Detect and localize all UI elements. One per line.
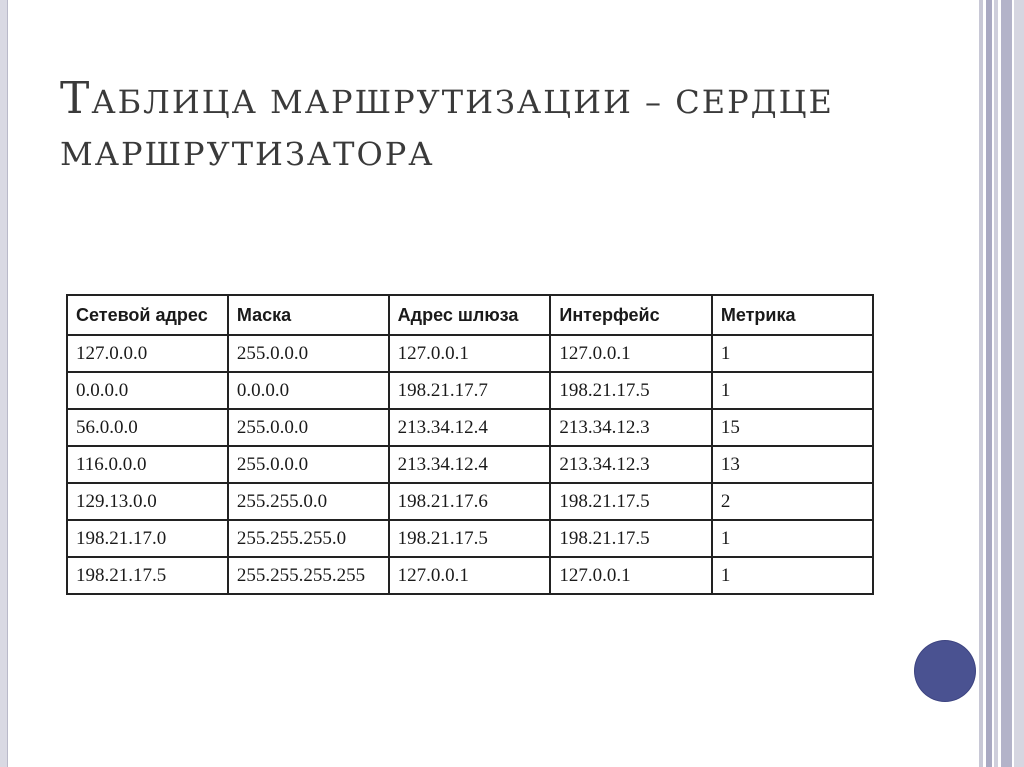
cell-gateway: 213.34.12.4: [389, 446, 551, 483]
cell-gateway: 127.0.0.1: [389, 335, 551, 372]
slide-title: [60, 73, 940, 180]
table-row: [67, 520, 873, 557]
table-row: [67, 409, 873, 446]
cell-metric: 1: [712, 520, 873, 557]
right-stripe-decoration: [1014, 0, 1024, 767]
cell-gateway: 198.21.17.6: [389, 483, 551, 520]
cell-interface: 213.34.12.3: [550, 409, 711, 446]
decorative-circle: [915, 641, 975, 701]
cell-mask: 255.0.0.0: [228, 335, 389, 372]
cell-mask: 255.255.255.255: [228, 557, 389, 594]
cell-mask: 255.255.0.0: [228, 483, 389, 520]
cell-metric: 15: [712, 409, 873, 446]
cell-gateway: 213.34.12.4: [389, 409, 551, 446]
cell-interface: 127.0.0.1: [550, 557, 711, 594]
cell-mask: 0.0.0.0: [228, 372, 389, 409]
column-header-network-address: Сетевой адрес: [67, 295, 228, 335]
column-header-mask: Маска: [228, 295, 389, 335]
cell-metric: 1: [712, 335, 873, 372]
cell-metric: 2: [712, 483, 873, 520]
cell-mask: 255.255.255.0: [228, 520, 389, 557]
cell-interface: 198.21.17.5: [550, 520, 711, 557]
cell-interface: 127.0.0.1: [550, 335, 711, 372]
cell-network-address: 198.21.17.0: [67, 520, 228, 557]
cell-gateway: 198.21.17.7: [389, 372, 551, 409]
right-stripe-decoration: [994, 0, 998, 767]
table-row: [67, 335, 873, 372]
slide-title-first-letter: Т: [60, 73, 92, 125]
cell-network-address: 116.0.0.0: [67, 446, 228, 483]
routing-table: [66, 294, 874, 595]
right-stripe-decoration: [1001, 0, 1012, 767]
cell-metric: 13: [712, 446, 873, 483]
right-stripe-decoration: [986, 0, 992, 767]
cell-interface: 198.21.17.5: [550, 372, 711, 409]
cell-interface: 213.34.12.3: [550, 446, 711, 483]
column-header-metric: Метрика: [712, 295, 873, 335]
cell-metric: 1: [712, 557, 873, 594]
table-row: [67, 557, 873, 594]
cell-network-address: 0.0.0.0: [67, 372, 228, 409]
table-row: [67, 446, 873, 483]
slide-title-rest: АБЛИЦА МАРШРУТИЗАЦИИ – СЕРДЦЕ МАРШРУТИЗАТОРА: [60, 83, 834, 174]
right-stripe-decoration: [979, 0, 983, 767]
cell-gateway: 127.0.0.1: [389, 557, 551, 594]
cell-metric: 1: [712, 372, 873, 409]
cell-network-address: 127.0.0.0: [67, 335, 228, 372]
table-row: [67, 483, 873, 520]
cell-mask: 255.0.0.0: [228, 409, 389, 446]
column-header-interface: Интерфейс: [550, 295, 711, 335]
cell-network-address: 129.13.0.0: [67, 483, 228, 520]
cell-gateway: 198.21.17.5: [389, 520, 551, 557]
cell-network-address: 56.0.0.0: [67, 409, 228, 446]
cell-mask: 255.0.0.0: [228, 446, 389, 483]
cell-interface: 198.21.17.5: [550, 483, 711, 520]
table-header-row: [67, 295, 873, 335]
column-header-gateway: Адрес шлюза: [389, 295, 551, 335]
table-row: [67, 372, 873, 409]
cell-network-address: 198.21.17.5: [67, 557, 228, 594]
left-border-decoration: [0, 0, 8, 767]
